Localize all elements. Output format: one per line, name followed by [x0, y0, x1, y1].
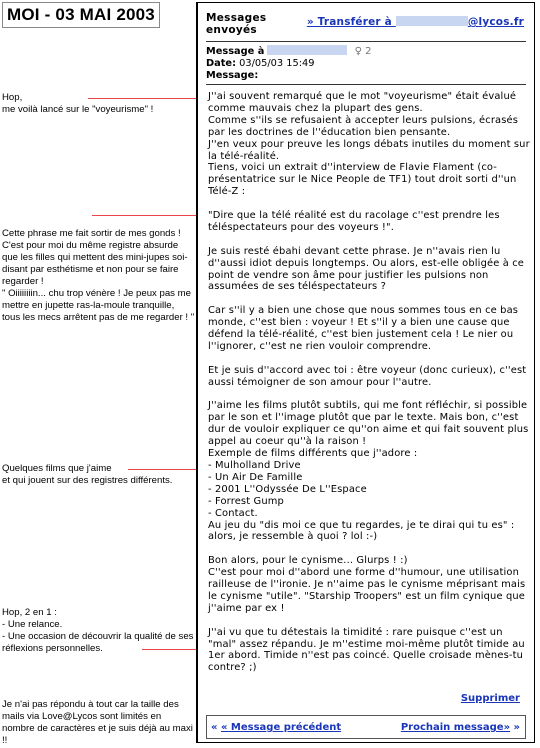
annotation-relance: Hop, 2 en 1 : - Une relance. - Une occasion de découvrir la qualité de ses réflexions personnelles. [2, 607, 194, 654]
message-paragraph: Je suis resté ébahi devant cette phrase. Je n''avais rien lu d''aussi idiot depuis longtemps. Ou alors, est-elle obligée à ce point de vendre son âme pour justifier les pulsions non assumées de ses téléspectateurs ? [208, 245, 525, 293]
message-paragraph: Et je suis d''accord avec toi : être voyeur (donc curieux), c''est aussi témoigner de son amour pour l''autre. [208, 364, 527, 388]
message-paragraph: J''ai vu que tu détestais la timidité : rare puisque c''est un "mal" assez répandu. Je m''estime moi-même plutôt timide au 1er abord. Timide n''est pas coincé. Quelle croisade mènes-tu contre? ;) [208, 626, 525, 674]
message-paragraph: Car s''il y a bien une chose que nous sommes tous en ce bas monde, c''est bien : voyeur ! Et s''il y a bien une cause que défend la télé-réalité, c''est bien justement cela ! Le nier ou l''ignorer, c''est ne rien vouloir comprendre. [208, 305, 519, 352]
message-paragraph: J''aime les films plutôt subtils, qui me font réfléchir, si possible par le son et l''image plutôt que par le texte. Mais bon, c''est dur de vouloir expliquer ce qu''on aime et qui fait souvent plus appel au coeur qu''à la raison ! Exemple de films différents que j''adore : - Mulholland Drive - Un Air De Famille - 2001 L''Odyssée De L''Espace - Forrest Gump - Contact. Au jeu du "dis moi ce que tu regardes, je te dirai qui tu es" : alors, je ressemble à quoi ? lol :-) [208, 400, 529, 543]
next-message-link[interactable]: Prochain message» » [400, 722, 520, 733]
message-panel [196, 2, 535, 743]
page-date-title: MOI - 03 MAI 2003 [2, 2, 160, 28]
message-paragraph: J''ai souvent remarqué que le mot "voyeurisme" était évalué comme mauvais chez la plupart des gens. Comme s''ils se refusaient à accepter leurs pulsions, écrasés par les doctrines de l''éducation bien pensante. J''en veux pour preuve les longs débats inutiles du moment sur la télé-réalité. Tiens, voici un extrait d''interview de Flavie Flament (co-présentatrice sur le Nice People de TF1) tout droit sorti d''un Télé-Z : [208, 91, 530, 198]
message-body [208, 91, 534, 686]
message-meta [206, 45, 371, 82]
annotation-leader-line [128, 469, 198, 470]
message-nav-bar [206, 715, 526, 739]
annotation-voyeurisme: Hop, me voilà lancé sur le "voyeurisme" ! [2, 92, 154, 115]
message-panel-title: Messages envoyés [206, 12, 267, 36]
redacted-email [396, 16, 468, 26]
gender-age: ♀ 2 [354, 46, 372, 57]
date-label: Date: [206, 58, 236, 69]
divider [206, 41, 526, 42]
to-label: Message à [206, 46, 265, 57]
redacted-recipient [267, 45, 347, 55]
annotation-films: Quelques films que j'aime et qui jouent sur des registres différents. [2, 463, 173, 486]
forward-link[interactable]: » Transférer à @lycos.fr [306, 16, 524, 28]
message-label: Message: [206, 70, 259, 81]
previous-message-link[interactable]: « « Message précédent [211, 722, 342, 733]
annotation-taille-mails: Je n'ai pas répondu à tout car la taille des mails via Love@Lycos sont limités en nombre de caractères et je suis déjà au maxi !! [2, 699, 193, 746]
annotation-leader-line [88, 98, 198, 99]
delete-link[interactable]: Supprimer [460, 693, 520, 704]
date-value: 03/05/03 15:49 [239, 58, 315, 69]
divider [206, 84, 526, 85]
annotation-gonds: Cette phrase me fait sortir de mes gonds ! C'est pour moi du même registre absurde que les filles qui mettent des mini-jupes soi-disant par esthétisme et non pour se faire regarder ! " Oiiiiiiiin... chu trop vénère ! Je peux pas me mettre en jupette ras-la-moule tranquille, tous les mecs arrêtent pas de me regarder ! " [2, 228, 195, 323]
annotation-leader-line [142, 649, 198, 650]
message-paragraph: "Dire que la télé réalité est du racolage c''est prendre les téléspectateurs pour des voyeurs !". [208, 210, 500, 233]
message-paragraph: Bon alors, pour le cynisme... Glurps ! :) C''est pour moi d''abord une forme d''humour, une utilisation railleuse de l''ironie. Je n''aime pas le cynisme méprisant mais le cynisme "utile". "Starship Troopers" est un film cynique que j''aime par ex ! [208, 555, 526, 614]
annotation-leader-line [92, 215, 198, 216]
